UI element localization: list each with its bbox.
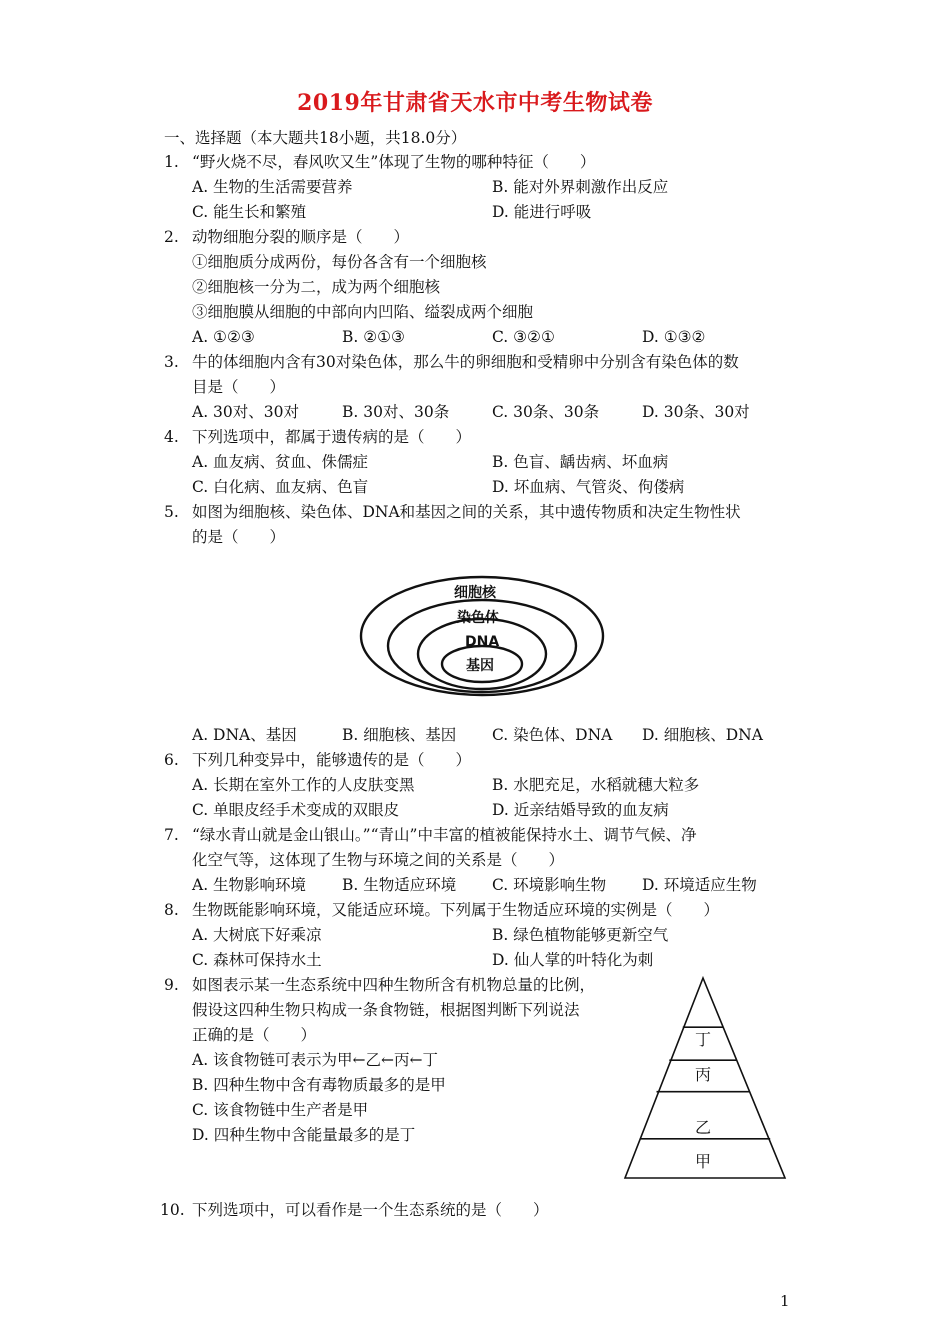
- question-text: ②细胞核一分为二，成为两个细胞核: [192, 278, 441, 296]
- option-d: D. 坏血病、气管炎、佝偻病: [492, 478, 685, 496]
- pyramid-label-bing: 丙: [694, 1065, 712, 1084]
- question-text: 如图为细胞核、染色体、DNA和基因之间的关系，其中遗传物质和决定生物性状: [192, 503, 741, 521]
- pyramid-figure: [620, 974, 790, 1184]
- option-c: C. 30条、30条: [492, 403, 600, 421]
- question-text: “野火烧不尽，春风吹又生”体现了生物的哪种特征（ ）: [192, 153, 596, 171]
- question-text: 下列几种变异中，能够遗传的是（ ）: [192, 751, 472, 769]
- question-number: 3.: [164, 353, 179, 371]
- option-d: D. ①③②: [642, 328, 706, 346]
- option-a: A. 血友病、贫血、侏儒症: [192, 453, 369, 471]
- question-text: 下列选项中，可以看作是一个生态系统的是（ ）: [192, 1201, 549, 1219]
- question-text: 正确的是（ ）: [192, 1026, 317, 1044]
- option-a: A. 30对、30对: [192, 403, 299, 421]
- pyramid-label-yi: 乙: [694, 1118, 712, 1137]
- question-text: 牛的体细胞内含有30对染色体，那么牛的卵细胞和受精卵中分别含有染色体的数: [192, 353, 739, 371]
- question-number: 8.: [164, 901, 179, 919]
- option-b: B. 细胞核、基因: [342, 726, 457, 744]
- option-c: C. 能生长和繁殖: [192, 203, 307, 221]
- option-c: C. 森林可保持水土: [192, 951, 322, 969]
- question-number: 1.: [164, 153, 179, 171]
- question-text: 如图表示某一生态系统中四种生物所含有机物总量的比例，: [192, 976, 596, 994]
- option-b: B. 生物适应环境: [342, 876, 457, 894]
- option-b: B. 30对、30条: [342, 403, 450, 421]
- option-a: A. 生物影响环境: [192, 876, 307, 894]
- question-text: 动物细胞分裂的顺序是（ ）: [192, 228, 410, 246]
- option-c: C. 环境影响生物: [492, 876, 607, 894]
- question-text: 的是（ ）: [192, 528, 286, 546]
- label-dna: DNA: [465, 634, 500, 650]
- option-d: D. 能进行呼吸: [492, 203, 592, 221]
- option-d: D. 仙人掌的叶特化为刺: [492, 951, 654, 969]
- option-c: C. 单眼皮经手术变成的双眼皮: [192, 801, 400, 819]
- option-a: A. 大树底下好乘凉: [192, 926, 322, 944]
- question-text: ③细胞膜从细胞的中部向内凹陷、缢裂成两个细胞: [192, 303, 534, 321]
- label-nucleus: 细胞核: [454, 585, 496, 601]
- question-number: 5.: [164, 503, 179, 521]
- ellipse-dna: [418, 619, 546, 689]
- question-text: 化空气等，这体现了生物与环境之间的关系是（ ）: [192, 851, 565, 869]
- question-number: 9.: [164, 976, 179, 994]
- question-text: 假设这四种生物只构成一条食物链，根据图判断下列说法: [192, 1001, 580, 1019]
- option-b: B. 绿色植物能够更新空气: [492, 926, 669, 944]
- question-text: 生物既能影响环境，又能适应环境。下列属于生物适应环境的实例是（ ）: [192, 901, 720, 919]
- option-a: A. 该食物链可表示为甲←乙←丙←丁: [192, 1051, 439, 1069]
- option-a: A. 长期在室外工作的人皮肤变黑: [192, 776, 415, 794]
- option-b: B. ②①③: [342, 328, 405, 346]
- option-b: B. 色盲、龋齿病、坏血病: [492, 453, 669, 471]
- option-a: A. ①②③: [192, 328, 255, 346]
- option-d: D. 环境适应生物: [642, 876, 757, 894]
- option-d: D. 细胞核、DNA: [642, 726, 763, 744]
- question-text: 目是（ ）: [192, 378, 286, 396]
- section-heading: 一、选择题（本大题共18小题，共18.0分）: [164, 129, 467, 147]
- question-number: 4.: [164, 428, 179, 446]
- option-c: C. ③②①: [492, 328, 555, 346]
- page-title: 2019年甘肃省天水市中考生物试卷: [297, 90, 653, 116]
- question-number: 6.: [164, 751, 179, 769]
- question-number: 2.: [164, 228, 179, 246]
- option-d: D. 四种生物中含能量最多的是丁: [192, 1126, 416, 1144]
- question-text: “绿水青山就是金山银山。”“青山”中丰富的植被能保持水土、调节气候、净: [192, 826, 697, 844]
- question-number: 7.: [164, 826, 179, 844]
- option-b: B. 四种生物中含有毒物质最多的是甲: [192, 1076, 446, 1094]
- label-chromosome: 染色体: [457, 610, 499, 626]
- question-number: 10.: [160, 1201, 185, 1219]
- option-b: B. 水肥充足，水稻就穗大粒多: [492, 776, 700, 794]
- option-d: D. 30条、30对: [642, 403, 750, 421]
- option-c: C. 该食物链中生产者是甲: [192, 1101, 369, 1119]
- option-d: D. 近亲结婚导致的血友病: [492, 801, 669, 819]
- label-gene: 基因: [466, 658, 494, 674]
- question-text: ①细胞质分成两份，每份各含有一个细胞核: [192, 253, 487, 271]
- option-a: A. DNA、基因: [192, 726, 297, 744]
- option-b: B. 能对外界刺激作出反应: [492, 178, 669, 196]
- option-a: A. 生物的生活需要营养: [192, 178, 353, 196]
- pyramid-label-ding: 丁: [694, 1030, 712, 1049]
- option-c: C. 染色体、DNA: [492, 726, 613, 744]
- question-text: 下列选项中，都属于遗传病的是（ ）: [192, 428, 472, 446]
- page-number: 1: [780, 1292, 790, 1310]
- pyramid-label-jia: 甲: [694, 1152, 712, 1171]
- option-c: C. 白化病、血友病、色盲: [192, 478, 369, 496]
- nested-ellipse-figure: [358, 574, 606, 698]
